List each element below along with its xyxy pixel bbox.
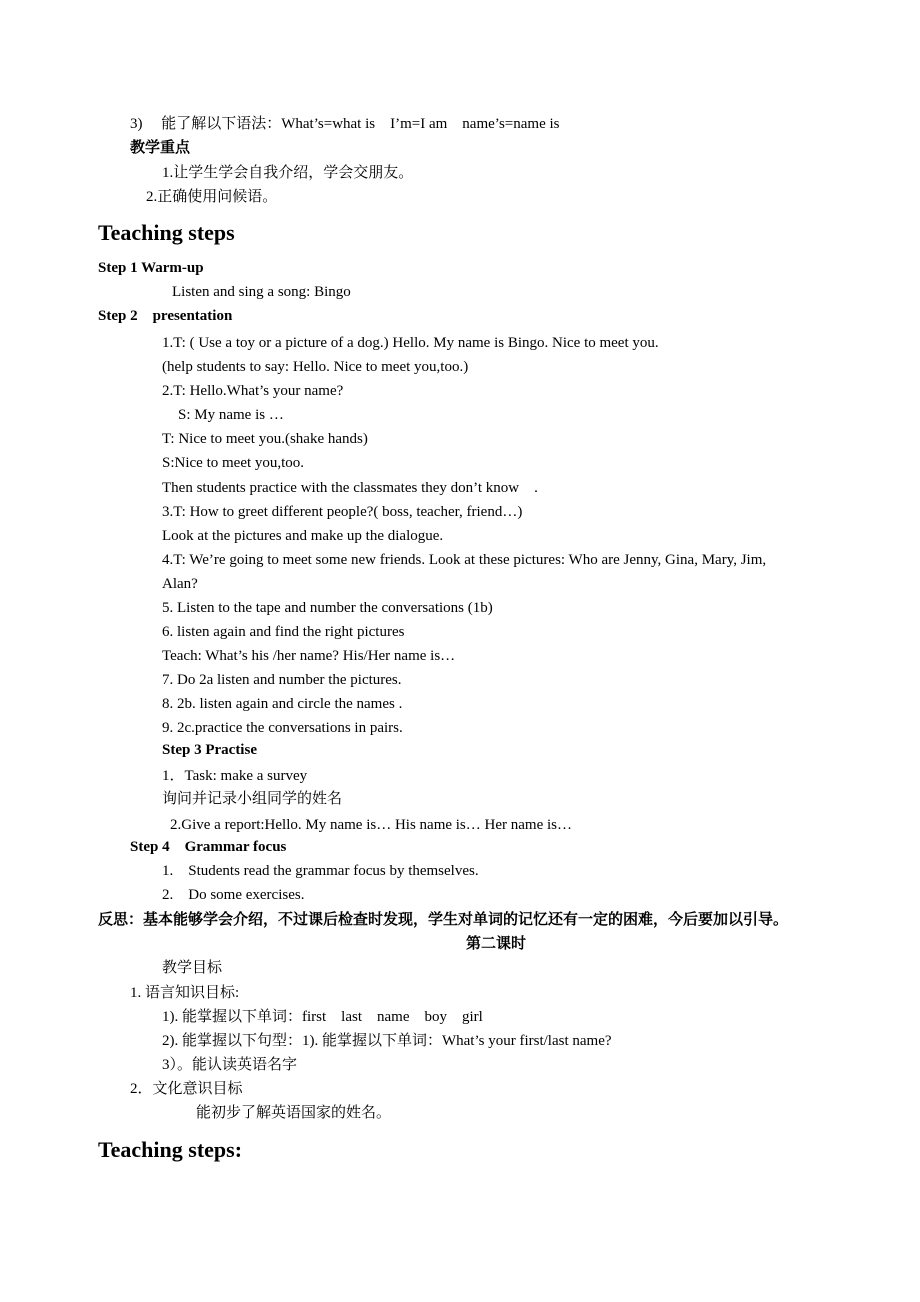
step-4-heading: Step 4 Grammar focus [130,839,287,855]
step-2-line: (help students to say: Hello. Nice to meet you,too.) [162,359,469,375]
key-point-1: 1.让学生学会自我介绍，学会交朋友。 [162,165,414,181]
objective-1-heading: 1. 语言知识目标: [130,985,240,1001]
step-2-line: T: Nice to meet you.(shake hands) [162,431,368,447]
step-3-line: 询问并记录小组同学的姓名 [162,791,343,807]
step-4-line: 2. Do some exercises. [162,887,305,903]
objective-1-item: 3）。能认读英语名字 [162,1057,298,1073]
step-4-line: 1. Students read the grammar focus by themselves. [162,863,479,879]
step-2-line: Teach: What’s his /her name? His/Her name is… [162,648,456,664]
objective-2-item: 能初步了解英语国家的姓名。 [196,1105,392,1121]
step-3-line: 1．Task: make a survey [162,768,308,784]
step-2-line: S:Nice to meet you,too. [162,455,305,471]
lesson-2-title: 第二课时 [466,936,527,952]
grammar-objective: 3) 能了解以下语法：What’s=what is I’m=I am name’s=name is [130,116,560,132]
objective-1-item: 1). 能掌握以下单词：first last name boy girl [162,1009,483,1025]
step-3-heading: Step 3 Practise [162,742,257,758]
step-2-line: 2.T: Hello.What’s your name? [162,383,344,399]
step-2-line: S: My name is … [178,407,284,423]
section-heading-key-points: 教学重点 [130,140,191,156]
objectives-heading: 教学目标 [162,960,223,976]
reflection: 反思：基本能够学会介绍，不过课后检查时发现，学生对单词的记忆还有一定的困难，今后要加以引导。 [98,912,789,928]
step-2-line: 6. listen again and find the right pictures [162,624,405,640]
step-2-line: Then students practice with the classmates they don’t know . [162,480,538,496]
step-2-line: 8. 2b. listen again and circle the names . [162,696,403,712]
objective-2-heading: 2．文化意识目标 [130,1081,243,1097]
teaching-steps-heading: Teaching steps [98,220,235,245]
step-2-heading: Step 2 presentation [98,308,233,324]
step-2-line: 5. Listen to the tape and number the conversations (1b) [162,600,493,616]
step-2-line: 9. 2c.practice the conversations in pairs. [162,720,403,736]
teaching-steps-heading-2: Teaching steps: [98,1137,243,1162]
step-1-text: Listen and sing a song: Bingo [172,284,351,300]
objective-1-item: 2). 能掌握以下句型：1). 能掌握以下单词：What’s your first/last name? [162,1033,612,1049]
step-1-heading: Step 1 Warm-up [98,260,204,276]
step-2-line: 7. Do 2a listen and number the pictures. [162,672,402,688]
key-point-2: 2.正确使用问候语。 [146,189,278,205]
step-2-line: Alan? [162,576,198,592]
step-2-line: Look at the pictures and make up the dialogue. [162,528,444,544]
step-2-line: 3.T: How to greet different people?( boss, teacher, friend…) [162,504,523,520]
step-2-line: 1.T: ( Use a toy or a picture of a dog.) Hello. My name is Bingo. Nice to meet you. [162,335,659,351]
step-2-line: 4.T: We’re going to meet some new friends. Look at these pictures: Who are Jenny, Gina, Mary, Jim, [162,552,767,568]
step-3-line: 2.Give a report:Hello. My name is… His name is… Her name is… [170,817,572,833]
